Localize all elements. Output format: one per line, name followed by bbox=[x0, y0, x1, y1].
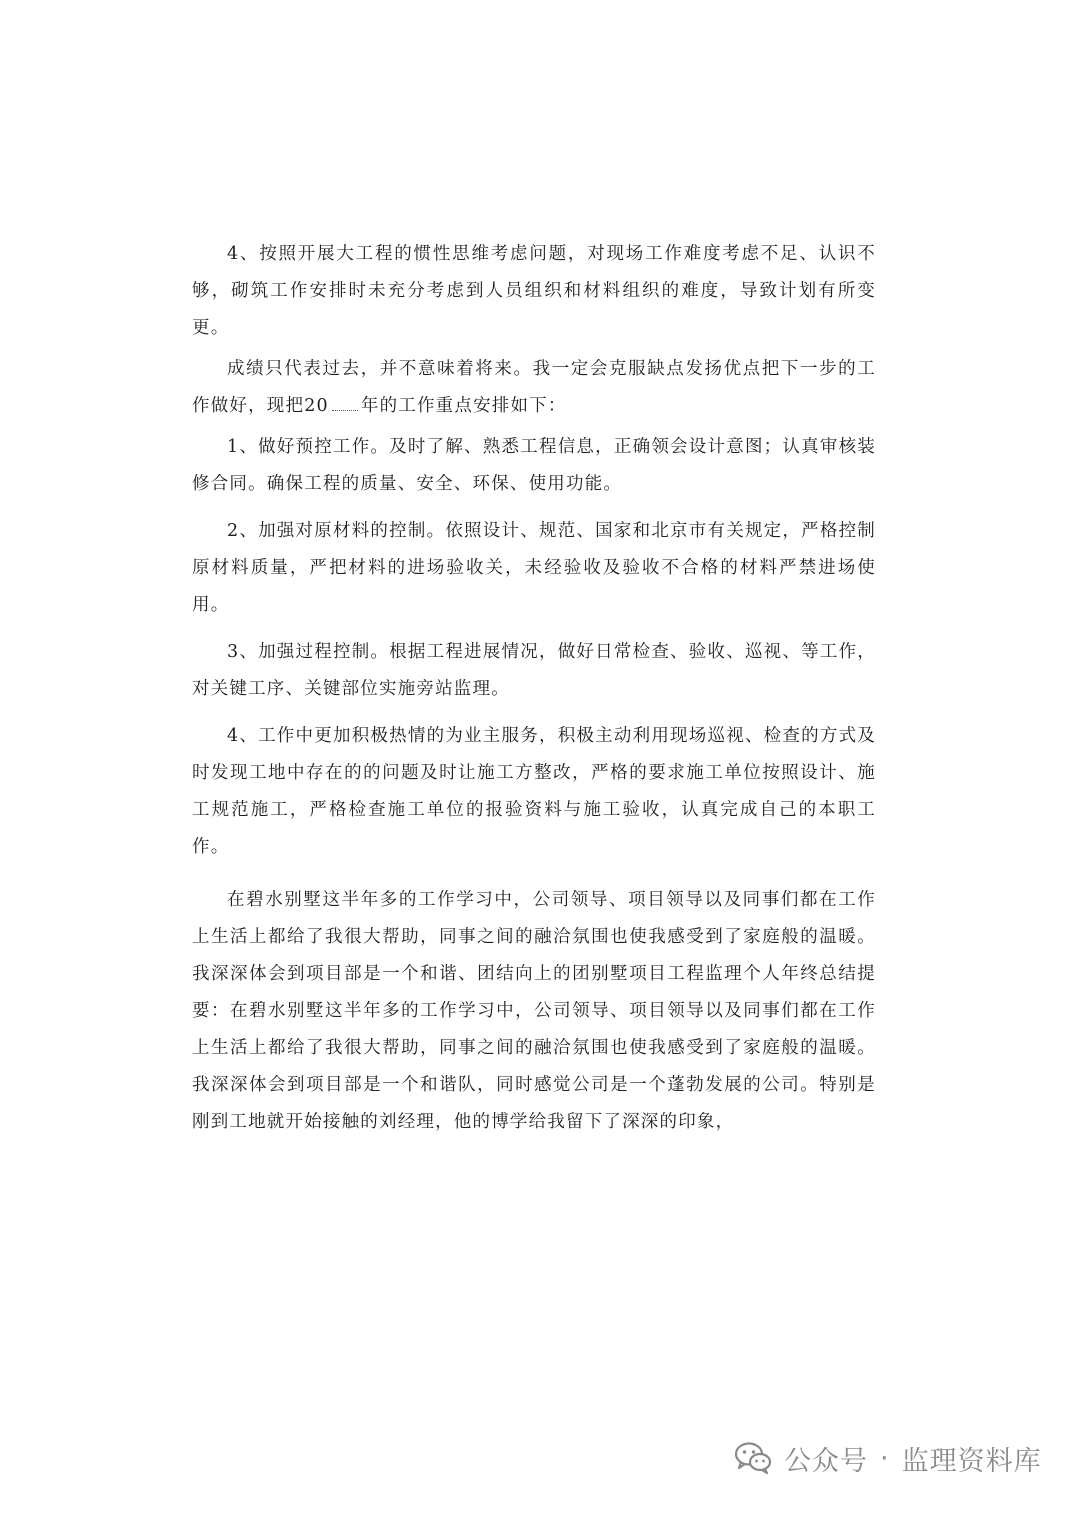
paragraph-plan-3: 3、加强过程控制。根据工程进展情况，做好日常检查、验收、巡视、等工作，对关键工序、关键部位实施旁站监理。 bbox=[192, 642, 876, 699]
paragraph-plan-4: 4、工作中更加积极热情的为业主服务，积极主动利用现场巡视、检查的方式及时发现工地中存在的的问题及时让施工方整改，严格的要求施工单位按照设计、施工规范施工，严格检查施工单位的报验资料与施工验收，认真完成自己的本职工作。 bbox=[192, 726, 876, 857]
watermark-account: 监理资料库 bbox=[901, 1445, 1042, 1477]
watermark-separator: · bbox=[880, 1442, 890, 1474]
wechat-icon bbox=[734, 1441, 772, 1475]
paragraph-intro-plan bbox=[192, 351, 876, 425]
paragraph-plan-1: 1、做好预控工作。及时了解、熟悉工程信息，正确领会设计意图；认真审核装修合同。确保工程的质量、安全、环保、使用功能。 bbox=[192, 437, 876, 494]
paragraph-plan-2: 2、加强对原材料的控制。依照设计、规范、国家和北京市有关规定，严格控制原材料质量，严把材料的进场验收关，未经验收及验收不合格的材料严禁进场使用。 bbox=[192, 521, 876, 615]
wechat-watermark bbox=[734, 1436, 1042, 1480]
intro-plan-text: 成绩只代表过去，并不意味着将来。我一定会克服缺点发扬优点把下一步的工作做好，现把20 bbox=[192, 359, 876, 416]
watermark-platform: 公众号 bbox=[784, 1445, 868, 1477]
paragraph-summary: 在碧水别墅这半年多的工作学习中，公司领导、项目领导以及同事们都在工作上生活上都给了我很大帮助，同事之间的融洽氛围也使我感受到了家庭般的温暖。我深深体会到项目部是一个和谐、团结向上的团别墅项目工程监理个人年终总结提要：在碧水别墅这半年多的工作学习中，公司领导、项目领导以及同事们都在工作上生活上都给了我很大帮助，同事之间的融洽氛围也使我感受到了家庭般的温暖。我深深体会到项目部是一个和谐队，同时感觉公司是一个蓬勃发展的公司。特别是刚到工地就开始接触的刘经理，他的博学给我留下了深深的印象， bbox=[192, 890, 876, 1132]
intro-plan-text-after: 年的工作重点安排如下： bbox=[360, 396, 567, 416]
year-blank bbox=[332, 396, 358, 411]
paragraph-issue-4: 4、按照开展大工程的惯性思维考虑问题，对现场工作难度考虑不足、认识不够，砌筑工作安排时未充分考虑到人员组织和材料组织的难度，导致计划有所变更。 bbox=[192, 244, 876, 338]
document-body bbox=[192, 236, 876, 1141]
